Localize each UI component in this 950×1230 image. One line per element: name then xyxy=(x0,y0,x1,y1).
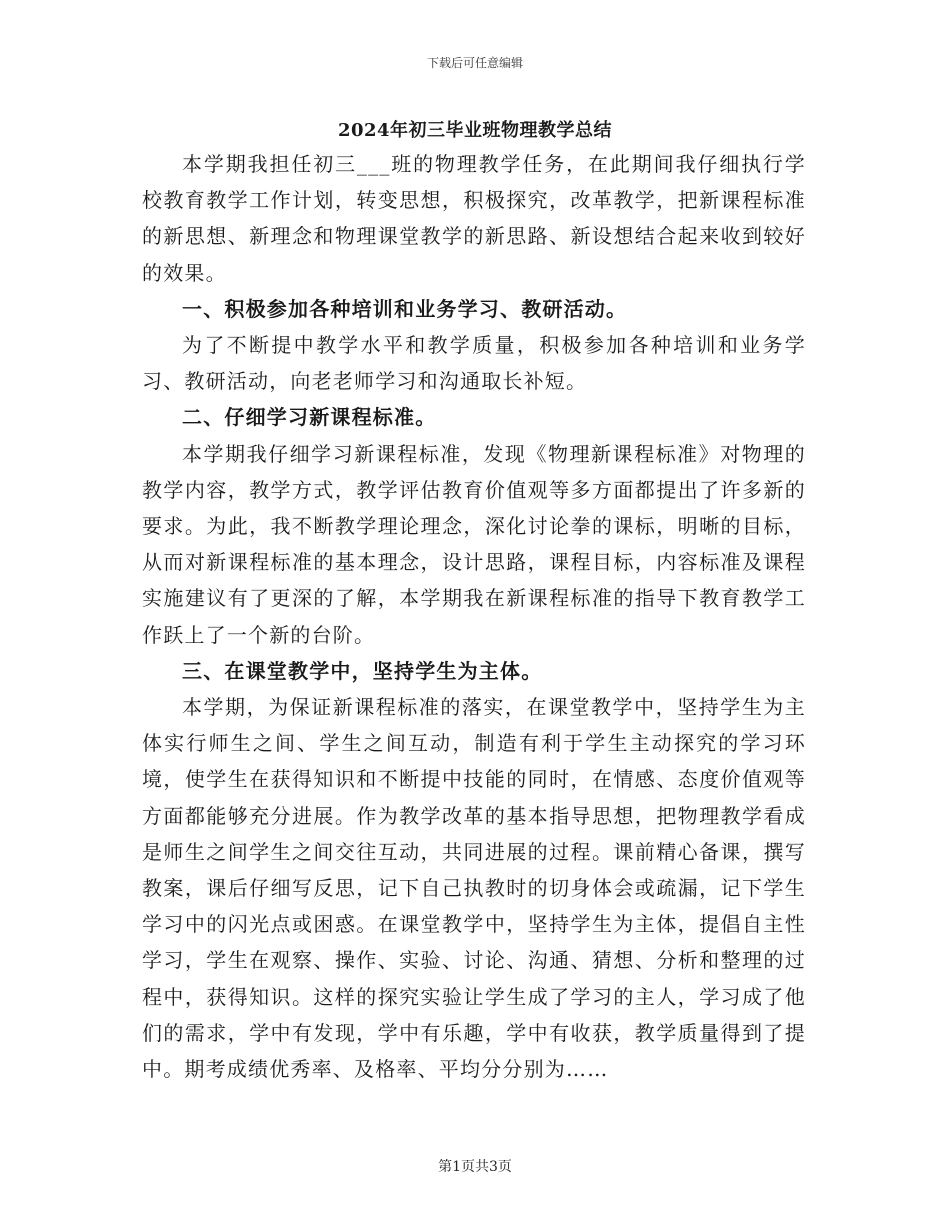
document-title: 2024年初三毕业班物理教学总结 xyxy=(337,120,613,141)
page-footer: 第1页共3页 xyxy=(438,1159,512,1175)
document-body xyxy=(142,146,806,1087)
section-heading-1: 一、积极参加各种培训和业务学习、教研活动。 xyxy=(182,296,628,321)
header-note: 下载后可任意编辑 xyxy=(426,56,523,70)
section-paragraph-3: 本学期，为保证新课程标准的落实，在课堂教学中，坚持学生为主体实行师生之间、学生之间互动，制造有利于学生主动探究的学习环境，使学生在获得知识和不断提中技能的同时，在情感、态度价值观等方面都能够充分进展。作为教学改革的基本指导思想，把物理教学看成是师生之间学生之间交往互动，共同进展的过程。课前精心备课，撰写教案，课后仔细写反思，记下自己执教时的切身体会或疏漏，记下学生学习中的闪光点或困惑。在课堂教学中，坚持学生为主体，提倡自主性学习，学生在观察、操作、实验、讨论、沟通、猜想、分析和整理的过程中，获得知识。这样的探究实验让学生成了学习的主人，学习成了他们的需求，学中有发现，学中有乐趣，学中有收获，教学质量得到了提中。期考成绩优秀率、及格率、平均分分别为…… xyxy=(142,695,806,1082)
section-paragraph-2: 本学期我仔细学习新课程标准，发现《物理新课程标准》对物理的教学内容，教学方式，教学评估教育价值观等多方面都提出了许多新的要求。为此，我不断教学理论理念，深化讨论拳的课标，明晰的目标，从而对新课程标准的基本理念，设计思路，课程目标，内容标准及课程实施建议有了更深的了解，本学期我在新课程标准的指导下教育教学工作跃上了一个新的台阶。 xyxy=(142,441,806,647)
section-heading-3: 三、在课堂教学中，坚持学生为主体。 xyxy=(182,658,543,683)
intro-paragraph: 本学期我担任初三___班的物理教学任务，在此期间我仔细执行学校教育教学工作计划，转变思想，积极探究，改革教学，把新课程标准的新思想、新理念和物理课堂教学的新思路、新设想结合起来收到较好的效果。 xyxy=(142,152,806,285)
section-paragraph-1: 为了不断提中教学水平和教学质量，积极参加各种培训和业务学习、教研活动，向老老师学习和沟通取长补短。 xyxy=(142,333,806,394)
section-heading-2: 二、仔细学习新课程标准。 xyxy=(182,405,437,430)
